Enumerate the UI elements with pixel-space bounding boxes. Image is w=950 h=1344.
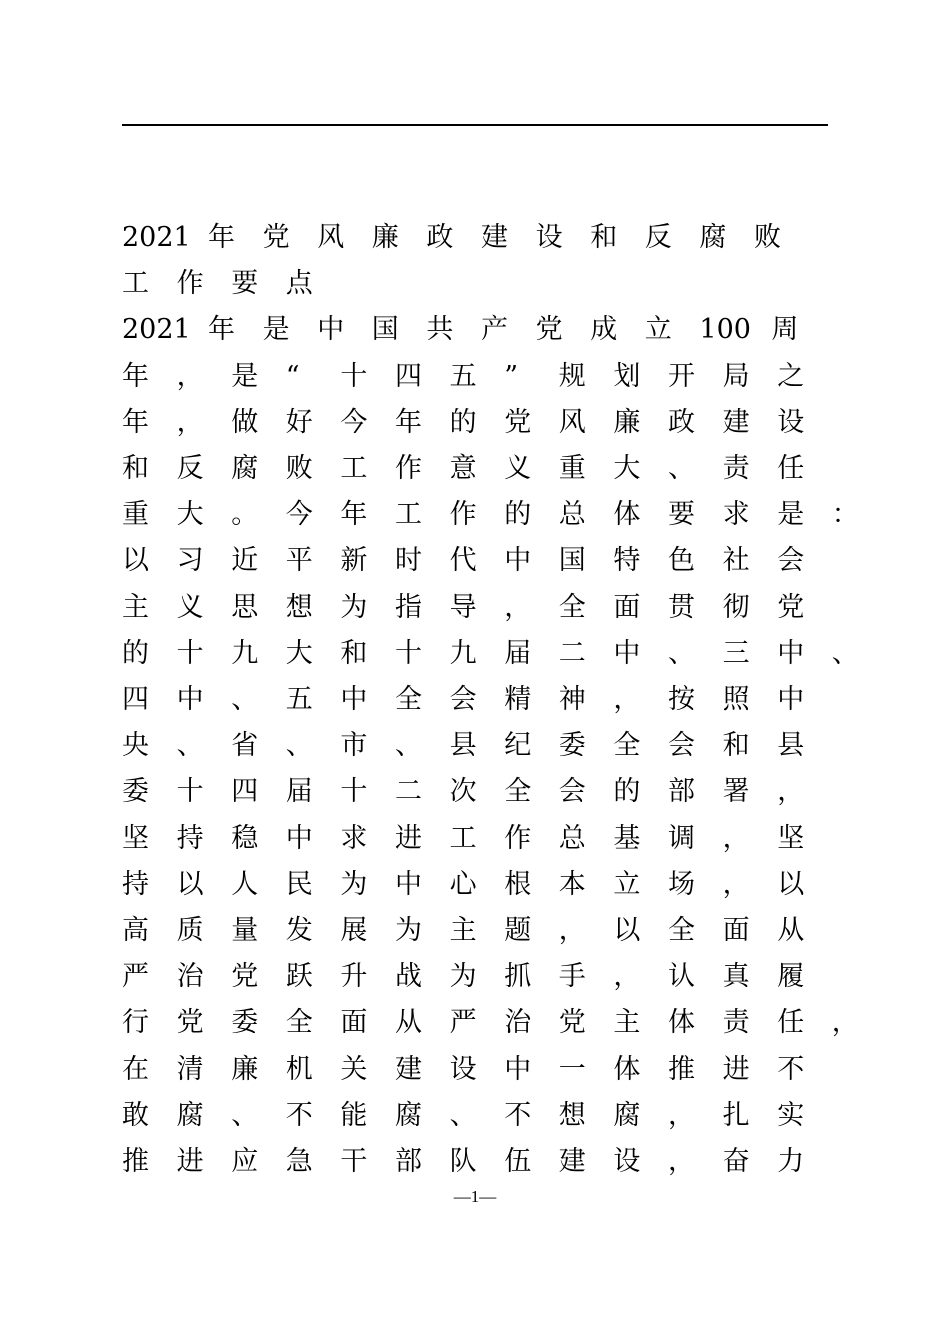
glyph: 重 <box>122 499 149 531</box>
glyph: 工 <box>122 268 149 300</box>
glyph: 机 <box>285 1053 313 1085</box>
glyph: 指 <box>395 591 422 623</box>
glyph: 委 <box>558 730 586 762</box>
glyph: 跃 <box>285 961 313 993</box>
glyph: 主 <box>449 915 477 946</box>
glyph: 治 <box>176 961 204 993</box>
glyph: 民 <box>285 868 313 900</box>
title-line <box>122 220 882 256</box>
glyph: ， <box>668 1099 695 1131</box>
glyph: 为 <box>340 868 368 900</box>
glyph: 2021 <box>122 314 191 346</box>
glyph: 国 <box>558 545 586 577</box>
glyph: ， <box>831 1007 859 1039</box>
glyph: 工 <box>449 822 477 854</box>
glyph: 持 <box>122 868 149 900</box>
glyph: 照 <box>722 684 750 715</box>
glyph: 败 <box>754 222 781 253</box>
glyph: 严 <box>122 961 149 993</box>
glyph: 产 <box>481 314 508 346</box>
glyph: 建 <box>558 1146 586 1177</box>
glyph: 作 <box>449 499 477 531</box>
body-line <box>122 1052 882 1088</box>
glyph: 纪 <box>504 730 532 762</box>
glyph: 党 <box>176 1007 204 1039</box>
glyph: 以 <box>122 545 149 577</box>
glyph: 认 <box>668 961 695 993</box>
glyph: 任 <box>777 453 805 484</box>
glyph: 代 <box>449 545 477 577</box>
glyph: 基 <box>613 822 641 854</box>
glyph: ： <box>831 499 859 531</box>
glyph: 不 <box>777 1053 805 1085</box>
glyph: 开 <box>668 360 695 392</box>
glyph: 年 <box>122 360 149 392</box>
glyph: ， <box>777 776 805 808</box>
glyph: 年 <box>395 406 422 438</box>
glyph: 一 <box>558 1053 586 1085</box>
glyph: ， <box>722 868 750 900</box>
glyph: 全 <box>395 684 422 715</box>
glyph: 为 <box>395 915 422 946</box>
glyph: 会 <box>449 684 477 715</box>
glyph: 党 <box>504 406 532 438</box>
glyph: 以 <box>613 915 641 946</box>
glyph: 力 <box>777 1146 805 1177</box>
glyph: 委 <box>122 776 149 808</box>
glyph: 坚 <box>777 822 805 854</box>
glyph: 不 <box>504 1099 532 1131</box>
glyph: 、 <box>449 1099 477 1131</box>
body-line <box>122 867 882 903</box>
glyph: 责 <box>722 453 750 484</box>
glyph: 党 <box>262 222 290 253</box>
body-line <box>122 913 882 949</box>
glyph: 次 <box>449 776 477 808</box>
glyph: 总 <box>558 822 586 854</box>
glyph: 十 <box>395 637 422 669</box>
glyph: 求 <box>340 822 368 854</box>
header-rule <box>122 124 828 126</box>
glyph: 进 <box>395 822 422 854</box>
glyph: 、 <box>395 730 422 762</box>
glyph: 中 <box>777 684 805 715</box>
glyph: 中 <box>395 868 422 900</box>
body-line <box>122 1144 882 1180</box>
glyph: 设 <box>613 1146 641 1177</box>
glyph: 本 <box>558 868 586 900</box>
glyph: 是 <box>262 314 290 346</box>
glyph: 省 <box>231 730 259 762</box>
glyph: 战 <box>395 961 422 993</box>
body-line <box>122 1098 882 1134</box>
glyph: 按 <box>668 684 695 715</box>
glyph: 面 <box>613 591 641 623</box>
glyph: 年 <box>208 314 235 346</box>
glyph: 要 <box>231 268 259 300</box>
glyph: 腐 <box>613 1099 641 1131</box>
glyph: 工 <box>340 453 368 484</box>
glyph: 贯 <box>668 591 695 623</box>
glyph: 义 <box>176 591 204 623</box>
glyph: 十 <box>176 637 204 669</box>
glyph: 廉 <box>231 1053 259 1085</box>
glyph: 全 <box>285 1007 313 1039</box>
glyph: 届 <box>504 637 532 669</box>
glyph: 设 <box>535 222 563 253</box>
glyph: 精 <box>504 684 532 715</box>
glyph: ， <box>668 1146 695 1177</box>
glyph: 习 <box>176 545 204 577</box>
glyph: 任 <box>777 1007 805 1039</box>
glyph: 、 <box>231 1099 259 1131</box>
glyph: 建 <box>395 1053 422 1085</box>
glyph: 共 <box>426 314 454 346</box>
glyph: 扎 <box>722 1099 750 1131</box>
glyph: 败 <box>285 453 313 484</box>
glyph: ， <box>613 684 641 715</box>
glyph: 治 <box>504 1007 532 1039</box>
glyph: 能 <box>340 1099 368 1131</box>
body-line <box>122 1005 882 1041</box>
glyph: 和 <box>722 730 750 762</box>
glyph: 、 <box>831 637 859 669</box>
glyph: 十 <box>340 776 368 808</box>
glyph: 要 <box>668 499 695 531</box>
glyph: 展 <box>340 915 368 946</box>
glyph: 建 <box>481 222 508 253</box>
glyph: 作 <box>504 822 532 854</box>
glyph: 、 <box>285 730 313 762</box>
glyph: 县 <box>449 730 477 762</box>
glyph: 从 <box>395 1007 422 1039</box>
glyph: 立 <box>613 868 641 900</box>
glyph: 周 <box>771 314 799 346</box>
glyph: 意 <box>449 453 477 484</box>
glyph: 坚 <box>122 822 149 854</box>
glyph: ， <box>176 360 204 392</box>
glyph: 九 <box>231 637 259 669</box>
glyph: 体 <box>613 1053 641 1085</box>
glyph: 风 <box>558 406 586 438</box>
glyph: 做 <box>231 406 259 438</box>
glyph: 、 <box>176 730 204 762</box>
glyph: 履 <box>777 961 805 993</box>
glyph: 升 <box>340 961 368 993</box>
glyph: 质 <box>176 915 204 946</box>
glyph: 调 <box>668 822 695 854</box>
glyph: 九 <box>449 637 477 669</box>
glyph: 全 <box>613 730 641 762</box>
glyph: 清 <box>176 1053 204 1085</box>
glyph: 体 <box>668 1007 695 1039</box>
glyph: 发 <box>285 915 313 946</box>
glyph: 全 <box>668 915 695 946</box>
body-line <box>122 959 882 995</box>
glyph: 成 <box>590 314 618 346</box>
glyph: 腐 <box>395 1099 422 1131</box>
glyph: 好 <box>285 406 313 438</box>
glyph: 党 <box>535 314 563 346</box>
glyph: ， <box>613 961 641 993</box>
body-line <box>122 497 882 533</box>
glyph: 重 <box>558 453 586 484</box>
glyph: 进 <box>722 1053 750 1085</box>
glyph: 央 <box>122 730 149 762</box>
body-line <box>122 405 882 441</box>
glyph: 廉 <box>613 406 641 438</box>
glyph: 义 <box>504 453 532 484</box>
glyph: 年 <box>208 222 235 253</box>
glyph: ， <box>504 591 532 623</box>
glyph: 十 <box>176 776 204 808</box>
glyph: 划 <box>613 360 641 392</box>
glyph: 主 <box>613 1007 641 1039</box>
glyph: 的 <box>122 637 149 669</box>
glyph: 大 <box>176 499 204 531</box>
glyph: 以 <box>777 868 805 900</box>
glyph: 腐 <box>699 222 727 253</box>
glyph: 急 <box>285 1146 313 1177</box>
glyph: 全 <box>504 776 532 808</box>
glyph: 设 <box>449 1053 477 1085</box>
glyph: 中 <box>317 314 345 346</box>
glyph: 近 <box>231 545 259 577</box>
glyph: 队 <box>449 1146 477 1177</box>
body-line <box>122 451 882 487</box>
glyph: 和 <box>340 637 368 669</box>
glyph: 的 <box>449 406 477 438</box>
glyph: 为 <box>340 591 368 623</box>
glyph: 中 <box>504 545 532 577</box>
glyph: 彻 <box>722 591 750 623</box>
glyph: 署 <box>722 776 750 808</box>
glyph: ， <box>558 915 586 946</box>
glyph: 市 <box>340 730 368 762</box>
body-line <box>122 590 882 626</box>
body-line <box>122 636 882 672</box>
glyph: 从 <box>777 915 805 946</box>
glyph: 反 <box>176 453 204 484</box>
glyph: ， <box>176 406 204 438</box>
glyph: 不 <box>285 1099 313 1131</box>
glyph: 年 <box>122 406 149 438</box>
glyph: 之 <box>777 360 805 392</box>
glyph: 腐 <box>176 1099 204 1131</box>
glyph: 三 <box>722 637 750 669</box>
glyph: 应 <box>231 1146 259 1177</box>
glyph: 五 <box>285 684 313 715</box>
glyph: 年 <box>340 499 368 531</box>
glyph: 抓 <box>504 961 532 993</box>
glyph: 今 <box>285 499 313 531</box>
glyph: 场 <box>668 868 695 900</box>
glyph: 设 <box>777 406 805 438</box>
glyph: 、 <box>231 684 259 715</box>
glyph: 建 <box>722 406 750 438</box>
glyph: 高 <box>122 915 149 946</box>
glyph: 政 <box>426 222 454 253</box>
body-line <box>122 312 882 348</box>
glyph: 思 <box>231 591 259 623</box>
body-line <box>122 728 882 764</box>
glyph: 中 <box>504 1053 532 1085</box>
glyph: 社 <box>722 545 750 577</box>
glyph: 是 <box>231 360 259 392</box>
glyph: 腐 <box>231 453 259 484</box>
glyph: 持 <box>176 822 204 854</box>
glyph: 届 <box>285 776 313 808</box>
glyph: 四 <box>231 776 259 808</box>
glyph: 体 <box>613 499 641 531</box>
glyph: 推 <box>668 1053 695 1085</box>
glyph: 反 <box>644 222 672 253</box>
glyph: 点 <box>285 268 313 300</box>
glyph: 大 <box>613 453 641 484</box>
glyph: 心 <box>449 868 477 900</box>
glyph: 中 <box>340 684 368 715</box>
glyph: 县 <box>777 730 805 762</box>
glyph: 在 <box>122 1053 149 1085</box>
glyph: 量 <box>231 915 259 946</box>
glyph: 、 <box>668 453 695 484</box>
glyph: 实 <box>777 1099 805 1131</box>
title-line <box>122 266 882 302</box>
glyph: 会 <box>777 545 805 577</box>
glyph: 部 <box>395 1146 422 1177</box>
page-number: —1— <box>453 1187 497 1206</box>
glyph: “ <box>285 360 300 392</box>
glyph: 中 <box>613 637 641 669</box>
glyph: 政 <box>668 406 695 438</box>
glyph: 廉 <box>371 222 399 253</box>
body-line <box>122 543 882 579</box>
glyph: 导 <box>449 591 477 623</box>
glyph: 伍 <box>504 1146 532 1177</box>
glyph: 五 <box>449 360 477 392</box>
glyph: 四 <box>395 360 422 392</box>
glyph: 新 <box>340 545 368 577</box>
glyph: 会 <box>558 776 586 808</box>
glyph: 十 <box>340 360 368 392</box>
glyph: 面 <box>722 915 750 946</box>
glyph: 神 <box>558 684 586 715</box>
glyph: 中 <box>285 822 313 854</box>
glyph: 中 <box>176 684 204 715</box>
glyph: 局 <box>722 360 750 392</box>
glyph: 总 <box>558 499 586 531</box>
glyph: 党 <box>777 591 805 623</box>
glyph: 四 <box>122 684 149 715</box>
glyph: 2021 <box>122 222 191 253</box>
glyph: 特 <box>613 545 641 577</box>
glyph: 的 <box>613 776 641 808</box>
glyph: 立 <box>644 314 672 346</box>
glyph: 风 <box>317 222 345 253</box>
glyph: 作 <box>395 453 422 484</box>
glyph: 平 <box>285 545 313 577</box>
glyph: 100 <box>699 314 751 346</box>
glyph: 真 <box>722 961 750 993</box>
glyph: 以 <box>176 868 204 900</box>
glyph: 和 <box>122 453 149 484</box>
glyph: 干 <box>340 1146 368 1177</box>
glyph: 进 <box>176 1146 204 1177</box>
glyph: 和 <box>590 222 618 253</box>
glyph: 是 <box>777 499 805 531</box>
glyph: 部 <box>668 776 695 808</box>
glyph: 国 <box>371 314 399 346</box>
glyph: 色 <box>668 545 695 577</box>
glyph: 奋 <box>722 1146 750 1177</box>
glyph: 严 <box>449 1007 477 1039</box>
glyph: 二 <box>558 637 586 669</box>
glyph: 时 <box>395 545 422 577</box>
glyph: 工 <box>395 499 422 531</box>
glyph: 稳 <box>231 822 259 854</box>
glyph: 手 <box>558 961 586 993</box>
glyph: 求 <box>722 499 750 531</box>
glyph: 想 <box>558 1099 586 1131</box>
body-line <box>122 821 882 857</box>
glyph: 党 <box>231 961 259 993</box>
glyph: 面 <box>340 1007 368 1039</box>
glyph: 全 <box>558 591 586 623</box>
glyph: 人 <box>231 868 259 900</box>
glyph: 委 <box>231 1007 259 1039</box>
glyph: 敢 <box>122 1099 149 1131</box>
glyph: 中 <box>777 637 805 669</box>
glyph: 根 <box>504 868 532 900</box>
glyph: 行 <box>122 1007 149 1039</box>
glyph: 推 <box>122 1146 149 1177</box>
body-line <box>122 774 882 810</box>
glyph: 会 <box>668 730 695 762</box>
glyph: 的 <box>504 499 532 531</box>
glyph: 、 <box>668 637 695 669</box>
glyph: 关 <box>340 1053 368 1085</box>
glyph: 大 <box>285 637 313 669</box>
glyph: 想 <box>285 591 313 623</box>
glyph: 。 <box>231 499 259 531</box>
glyph: 题 <box>504 915 532 946</box>
glyph: 作 <box>176 268 204 300</box>
glyph: ” <box>504 360 518 392</box>
glyph: 规 <box>558 360 586 392</box>
glyph: 今 <box>340 406 368 438</box>
body-line <box>122 682 882 718</box>
glyph: ， <box>722 822 750 854</box>
body-line <box>122 359 882 395</box>
glyph: 责 <box>722 1007 750 1039</box>
glyph: 为 <box>449 961 477 993</box>
glyph: 二 <box>395 776 422 808</box>
glyph: 主 <box>122 591 149 623</box>
glyph: 党 <box>558 1007 586 1039</box>
